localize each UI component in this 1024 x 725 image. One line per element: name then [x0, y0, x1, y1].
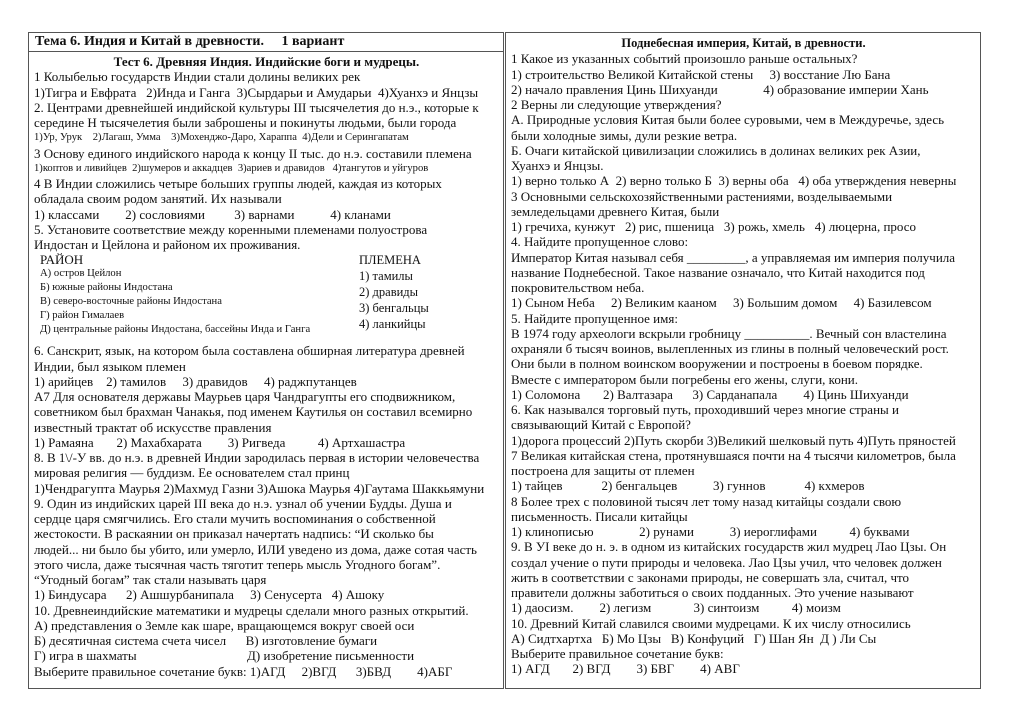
india-questions-part-1	[34, 54, 499, 252]
india-questions-part-2	[34, 343, 499, 679]
text-line: 8 Более трех с половиной тысяч лет тому назад китайцы создали свою	[511, 493, 902, 509]
text-line: 1) арийцев 2) тамилов 3) дравидов 4) раджпутанцев	[34, 373, 357, 389]
text-line: 1) Рамаяна 2) Махабхарата 3) Ригведа 4) Артхашастра	[34, 434, 406, 450]
text-line: 4 В Индии сложились четыре больших группы людей, каждая из которых	[34, 176, 442, 191]
text-line: земледельцами древнего Китая, были	[511, 203, 720, 219]
variant-1-india-test	[28, 32, 504, 689]
tribe-item: 4) ланкийцы	[359, 317, 426, 332]
text-line: А. Природные условия Китая были более суровыми, чем в Междуречье, здесь	[511, 112, 945, 128]
text-line: Хуанхэ и Янцзы.	[511, 158, 604, 173]
text-line: Вместе с императором были погребены его жены, слуги, кони.	[511, 371, 858, 387]
text-line: 1) АГД 2) ВГД 3) БВГ 4) АВГ	[511, 661, 740, 677]
text-line: 3 Основу единого индийского народа к концу II тыс. до н.э. составили племена	[34, 145, 472, 161]
text-line: 1)коптов и ливийцев 2)шумеров и аккадцев 3)ариев и дравидов 4)тангутов и уйгуров	[34, 162, 429, 174]
text-line: 1) гречиха, кунжут 2) рис, пшеница 3) рожь, хмель 4) люцерна, просо	[511, 219, 916, 234]
text-line: 1)Тигра и Евфрата 2)Инда и Ганга 3)Сырдарьи и Амударьи 4)Хуанхэ и Янцзы	[34, 84, 479, 100]
tribe-item: 3) бенгальцы	[359, 301, 429, 316]
text-line: “Угодный богам” так стали называть царя	[34, 572, 267, 587]
text-line: 6. Как назывался торговый путь, проходивший через многие страны и	[511, 402, 899, 417]
text-line: связывающий Китай с Европой?	[511, 417, 691, 433]
region-item: А) остров Цейлон	[40, 268, 122, 280]
text-line: жестокости. В раскаянии он приказал начертать надпись: “И сколько бы	[34, 526, 434, 542]
text-line: правители должны заботиться о своих подданных. Это учение называют	[511, 585, 914, 600]
text-line: людей... ни было бы убито, или умерло, ИЛИ уведено из дома, даже сотая часть	[34, 541, 477, 557]
text-line: 2 Верны ли следующие утверждения?	[511, 97, 722, 112]
text-line: покровительством неба.	[511, 280, 645, 295]
region-column	[40, 252, 310, 337]
text-line: А) Сидтхартха Б) Мо Цзы В) Конфуций Г) Шан Ян Д ) Ли Сы	[511, 630, 877, 646]
text-line: 1) Биндусара 2) Ашшурбанипала 3) Сенусерта 4) Ашоку	[34, 587, 385, 603]
text-line: 4. Найдите пропущенное слово:	[511, 234, 689, 250]
text-line: 2) начало правления Цинь Шихуанди 4) образование империи Хань	[511, 81, 929, 97]
text-line: 1 Какое из указанных событий произошло раньше остальных?	[511, 51, 858, 67]
text-line: Индии, был языком племен	[34, 358, 186, 374]
text-line: Выберите правильное сочетание букв: 1)АГД 2)ВГД 3)БВД 4)АБГ	[34, 663, 453, 679]
topic-header: Тема 6. Индия и Китай в древности. 1 вариант	[29, 33, 503, 52]
text-line: 2. Центрами древнейшей индийской культуры III тысячелетия до н.э., которые к	[34, 99, 479, 115]
text-line: 1 Колыбелью государств Индии стали долины великих рек	[34, 69, 361, 85]
china-test	[505, 32, 981, 689]
text-line: 5. Найдите пропущенное имя:	[511, 310, 678, 326]
tribe-item: 1) тамилы	[359, 269, 413, 284]
text-line: 1) классами 2) сословиями 3) варнами 4) кланами	[34, 206, 391, 222]
text-line: 1) Соломона 2) Валтазара 3) Сарданапала 4) Цинь Шихуанди	[511, 386, 909, 402]
text-line: середине Н тысячелетия были заброшены и покинуты людьми, были города	[34, 115, 457, 130]
text-line: этого числа, даже тысячная часть тяготит теперь мысль Угодного богам”.	[34, 556, 441, 572]
region-item: Б) южные районы Индостана	[40, 282, 173, 294]
text-line: Б. Очаги китайской цивилизации сложились в долинах великих рек Азии,	[511, 142, 921, 158]
text-line: название Поднебесной. Такое название означало, что Китай находится под	[511, 264, 925, 280]
text-line: 8. В 1\/-У вв. до н.э. в древней Индии зародилась первая в истории человечества	[34, 450, 480, 465]
text-line: А) представления о Земле как шаре, вращающемся вокруг своей оси	[34, 617, 415, 633]
text-line: Б) десятичная система счета чисел В) изготовление бумаги	[34, 633, 378, 648]
region-item: Д) центральные районы Индостана, бассейны Инда и Ганга	[40, 324, 311, 336]
text-line: сердце царя смягчились. Его стали мучить воспоминания о собственной	[34, 511, 436, 526]
text-line: А7 Для основателя державы Маурьев царя Чандрагупты его сподвижником,	[34, 389, 456, 404]
text-line: известный трактат об искусстве правления	[34, 419, 272, 435]
text-line: 1) тайцев 2) бенгальцев 3) гуннов 4) кхмеров	[511, 478, 865, 494]
text-line: Выберите правильное сочетание букв:	[511, 646, 724, 661]
text-line: В 1974 году археологи вскрыли гробницу __________. Вечный сон властелина	[511, 325, 947, 341]
text-line: мировая религия — буддизм. Ее основателем стал принц	[34, 465, 350, 481]
region-item: Г) район Гималаев	[40, 310, 125, 322]
text-line: обладала своим родом занятий. Их называли	[34, 191, 282, 207]
text-line: Индостан и Цейлона и районом их проживания.	[34, 237, 301, 252]
region-header: РАЙОН	[40, 252, 84, 268]
text-line: охраняли б тысяч воинов, вылепленных из глины в полный человеческий рост.	[511, 341, 949, 356]
text-line: создал учение о пути природы и человека. Лао Цзы учил, что человек должен	[511, 554, 942, 570]
text-line: 6. Санскрит, язык, на котором была составлена обширная литература древней	[34, 343, 465, 359]
text-line: 1) Сыном Неба 2) Великим кааном 3) Большим домом 4) Базилевсом	[511, 295, 932, 311]
text-line: 3 Основными сельскохозяйственными растениями, возделываемыми	[511, 188, 893, 204]
text-line: Они были в полном воинском вооружении и построены в боевом порядке.	[511, 356, 923, 372]
text-line: 1) клинописью 2) рунами 3) иероглифами 4) буквами	[511, 524, 910, 539]
text-line: 10. Древний Китай славился своими мудрецами. К их числу относились	[511, 615, 911, 631]
text-line: письменность. Писали китайцы	[511, 508, 688, 524]
text-line: 5. Установите соответствие между коренными племенами полуострова	[34, 221, 428, 237]
text-line: Император Китая называл себя _________, а управляемая им империя получила	[511, 249, 956, 265]
text-line: советником был брахман Чанакья, под именем Каутилья он составил всемирно	[34, 404, 473, 420]
region-item: В) северо-восточные районы Индостана	[40, 296, 222, 308]
text-line: 1)Ур, Урук 2)Лагаш, Умма 3)Мохенджо-Даро, Хараппа 4)Дели и Серингапатам	[34, 132, 409, 144]
tribes-header: ПЛЕМЕНА	[359, 253, 421, 268]
text-line: жить в соответствии с законами природы, не совершать зла, считал, что	[511, 569, 910, 585]
text-line: 1)Чендрагупта Маурья 2)Махмуд Газни 3)Ашока Маурья 4)Гаутама Шаккьямуни	[34, 480, 485, 496]
text-line: Г) игра в шахматы Д) изобретение письменности	[34, 648, 415, 664]
china-questions	[511, 36, 976, 677]
text-line: были холодные зимы, дули резкие ветра.	[511, 127, 738, 143]
matching-table	[34, 252, 499, 343]
text-line: 1)дорога процессий 2)Путь скорби 3)Великий шелковый путь 4)Путь пряностей	[511, 432, 956, 448]
text-line: 1) верно только А 2) верно только Б 3) верны оба 4) оба утверждения неверны	[511, 173, 957, 189]
text-line: 10. Древнеиндийские математики и мудрецы сделали много разных открытий.	[34, 602, 469, 618]
text-line: построена для защиты от племен	[511, 463, 695, 478]
text-line: 1) строительство Великой Китайской стены 3) восстание Лю Бана	[511, 66, 891, 82]
text-line: 9. Один из индийских царей III века до н.э. узнал об учении Будды. Душа и	[34, 495, 452, 511]
text-line: 1) даосизм. 2) легизм 3) синтоизм 4) моизм	[511, 600, 841, 616]
text-line: 9. В УI веке до н. э. в одном из китайских государств жил мудрец Лао Цзы. Он	[511, 539, 947, 555]
tribes-column	[359, 252, 499, 337]
text-line: 7 Великая китайская стена, протянувшаяся почти на 4 тысячи километров, была	[511, 447, 956, 463]
tribe-item: 2) дравиды	[359, 285, 419, 300]
test-title: Поднебесная империя, Китай, в древности.	[621, 36, 866, 50]
test-title: Тест 6. Древняя Индия. Индийские боги и мудрецы.	[113, 54, 420, 69]
